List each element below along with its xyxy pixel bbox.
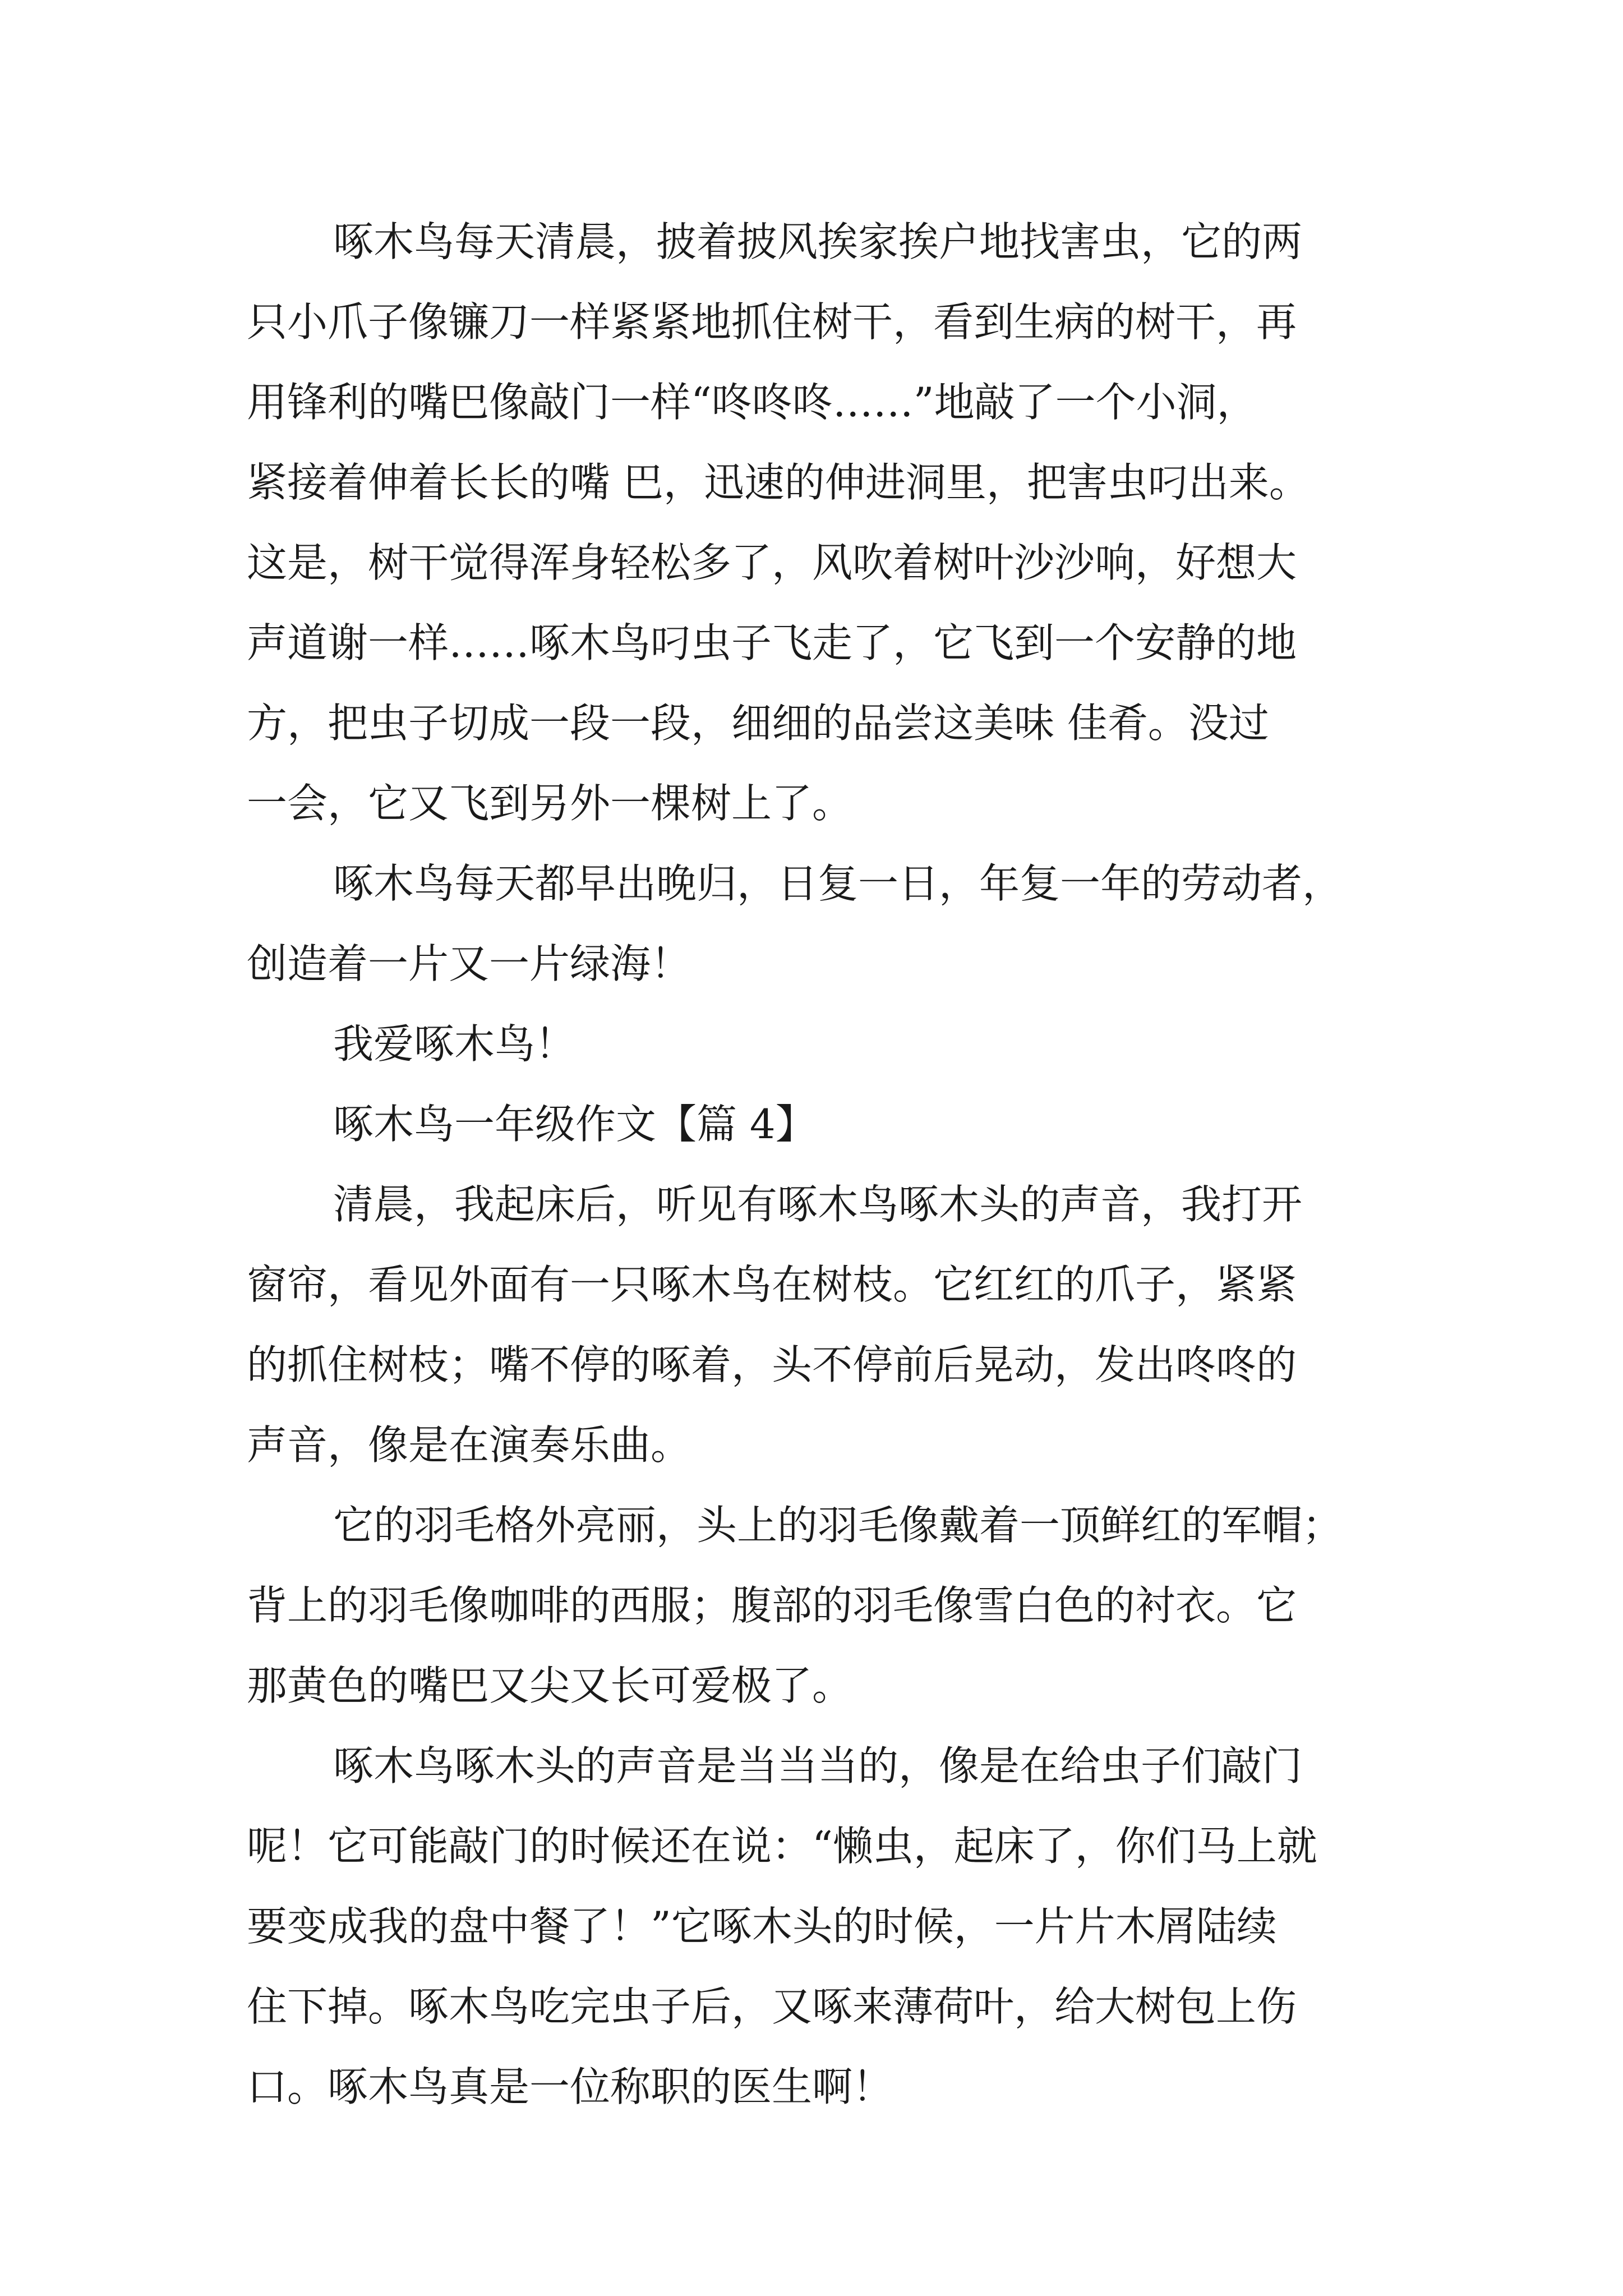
text-line: 窗帘，看见外面有一只啄木鸟在树枝。它红红的爪子，紧紧	[247, 1261, 1297, 1308]
text-line: 呢！它可能敲门的时候还在说：“懒虫，起床了，你们马上就	[247, 1823, 1317, 1870]
text-line: 我爱啄木鸟！	[333, 1020, 576, 1068]
text-line: 啄木鸟每天清晨，披着披风挨家挨户地找害虫，它的两	[333, 218, 1303, 265]
text-line: 住下掉。啄木鸟吃完虫子后，又啄来薄荷叶，给大树包上伤	[247, 1983, 1297, 2030]
section-heading: 啄木鸟一年级作文【篇 4】	[333, 1101, 816, 1148]
text-line: 背上的羽毛像咖啡的西服；腹部的羽毛像雪白色的衬衣。它	[247, 1582, 1297, 1629]
document-body	[247, 202, 1402, 2127]
text-line: 啄木鸟啄木头的声音是当当当的，像是在给虫子们敲门	[333, 1742, 1303, 1789]
text-line: 创造着一片又一片绿海！	[247, 940, 691, 987]
text-line: 要变成我的盘中餐了！”它啄木头的时候，一片片木屑陆续	[247, 1903, 1277, 1950]
text-line: 用锋利的嘴巴像敲门一样“咚咚咚……”地敲了一个小洞，	[247, 379, 1257, 426]
text-line: 口。啄木鸟真是一位称职的医生啊！	[247, 2063, 893, 2110]
text-line: 声音，像是在演奏乐曲。	[247, 1421, 691, 1469]
text-line: 方，把虫子切成一段一段，细细的品尝这美味 佳肴。没过	[247, 700, 1269, 747]
text-line: 啄木鸟每天都早出晚归，日复一日，年复一年的劳动者，	[333, 860, 1343, 907]
text-line: 只小爪子像镰刀一样紧紧地抓住树干，看到生病的树干，再	[247, 298, 1297, 346]
text-line: 这是，树干觉得浑身轻松多了，风吹着树叶沙沙响，好想大	[247, 539, 1297, 586]
text-line: 紧接着伸着长长的嘴 巴，迅速的伸进洞里，把害虫叼出来。	[247, 459, 1310, 506]
text-line: 声道谢一样……啄木鸟叼虫子飞走了，它飞到一个安静的地	[247, 619, 1297, 666]
text-line: 那黄色的嘴巴又尖又长可爱极了。	[247, 1662, 853, 1709]
text-line: 它的羽毛格外亮丽，头上的羽毛像戴着一顶鲜红的军帽；	[333, 1502, 1343, 1549]
text-line: 一会，它又飞到另外一棵树上了。	[247, 780, 853, 827]
text-line: 清晨，我起床后，听见有啄木鸟啄木头的声音，我打开	[333, 1181, 1303, 1228]
text-line: 的抓住树枝；嘴不停的啄着，头不停前后晃动，发出咚咚的	[247, 1341, 1297, 1388]
